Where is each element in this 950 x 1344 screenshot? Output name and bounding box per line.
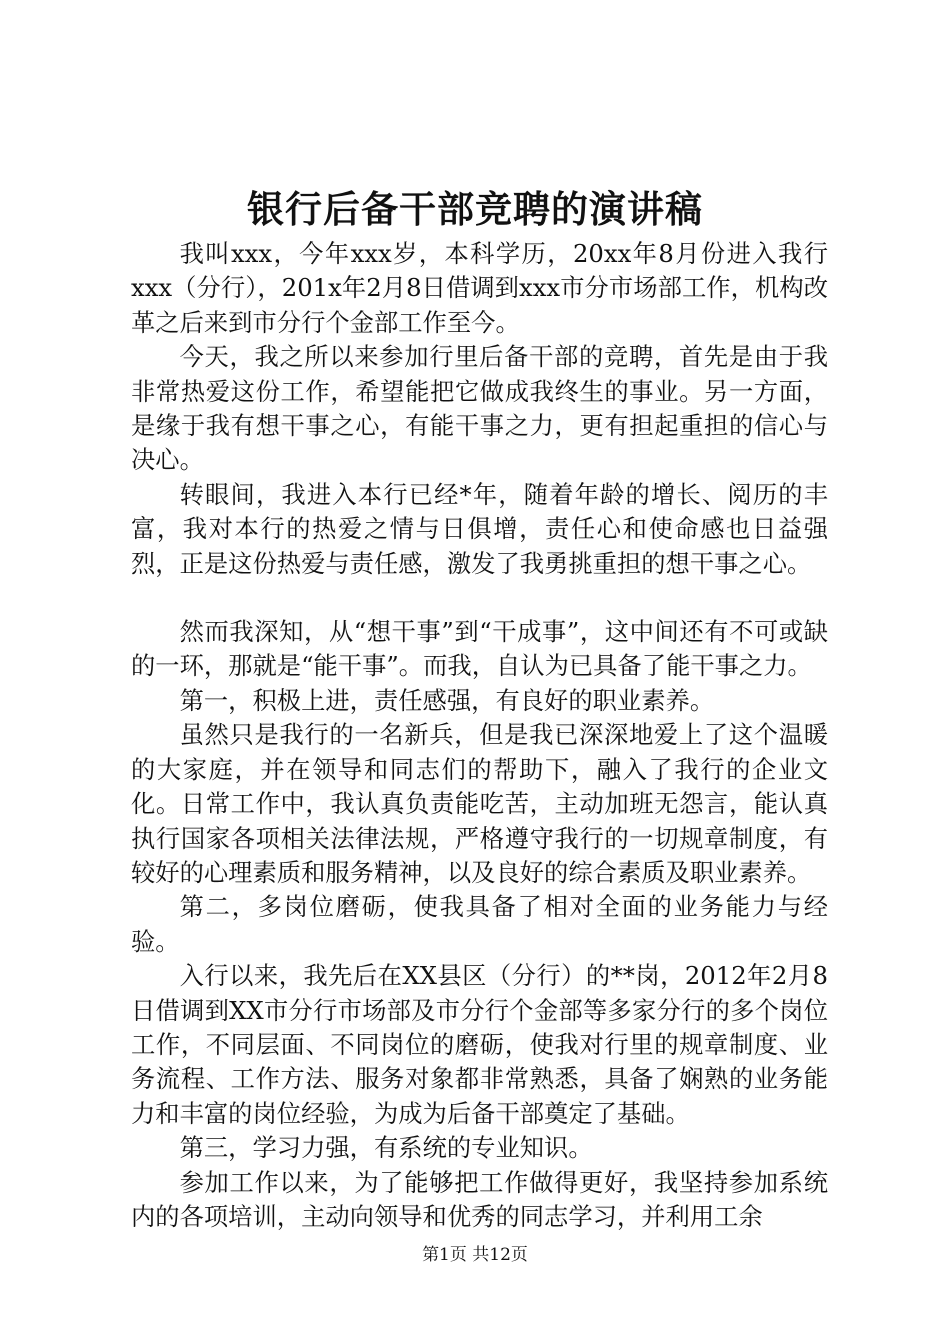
paragraph-9-heading: 第三，学习力强，有系统的专业知识。 <box>179 1133 593 1163</box>
paragraph-10: 参加工作以来，为了能够把工作做得更好，我坚持参加系统内的各项培训，主动向领导和优秀的同志学习，并利用工余 <box>131 1167 828 1231</box>
paragraph-6: 虽然只是我行的一名新兵，但是我已深深地爱上了这个温暖的大家庭，并在领导和同志们的帮助下，融入了我行的企业文化。日常工作中，我认真负责能吃苦，主动加班无怨言，能认真执行国家各项相关法律法规，严格遵守我行的一切规章制度，有较好的心理素质和服务精神，以及良好的综合素质及职业素养。 <box>131 720 828 887</box>
paragraph-4: 然而我深知，从“想干事”到“干成事”，这中间还有不可或缺的一环，那就是“能干事”。而我，自认为已具备了能干事之力。 <box>131 617 828 681</box>
paragraph-5-heading: 第一，积极上进，责任感强，有良好的职业素养。 <box>179 685 715 715</box>
page-number-footer: 第1页 共12页 <box>422 1245 528 1265</box>
document-title: 银行后备干部竞聘的演讲稿 <box>247 187 703 231</box>
paragraph-3: 转眼间，我进入本行已经*年，随着年龄的增长、阅历的丰富，我对本行的热爱之情与日俱增，责任心和使命感也日益强烈，正是这份热爱与责任感，激发了我勇挑重担的想干事之心。 <box>131 479 828 578</box>
paragraph-1: 我叫xxx，今年xxx岁，本科学历，20xx年8月份进入我行xxx（分行），201x年2月8日借调到xxx市分市场部工作，机构改革之后来到市分行个金部工作至今。 <box>131 239 828 337</box>
paragraph-2: 今天，我之所以来参加行里后备干部的竞聘，首先是由于我非常热爱这份工作，希望能把它做成我终生的事业。另一方面，是缘于我有想干事之心，有能干事之力，更有担起重担的信心与决心。 <box>131 342 828 475</box>
paragraph-7-heading: 第二，多岗位磨砺，使我具备了相对全面的业务能力与经验。 <box>131 892 828 956</box>
document-body <box>131 237 828 1234</box>
paragraph-8: 入行以来，我先后在XX县区（分行）的**岗，2012年2月8日借调到XX市分行市场部及市分行个金部等多家分行的多个岗位工作，不同层面、不同岗位的磨砺，使我对行里的规章制度、业务流程、工作方法、服务对象都非常熟悉，具备了娴熟的业务能力和丰富的岗位经验，为成为后备干部奠定了基础。 <box>131 961 828 1128</box>
